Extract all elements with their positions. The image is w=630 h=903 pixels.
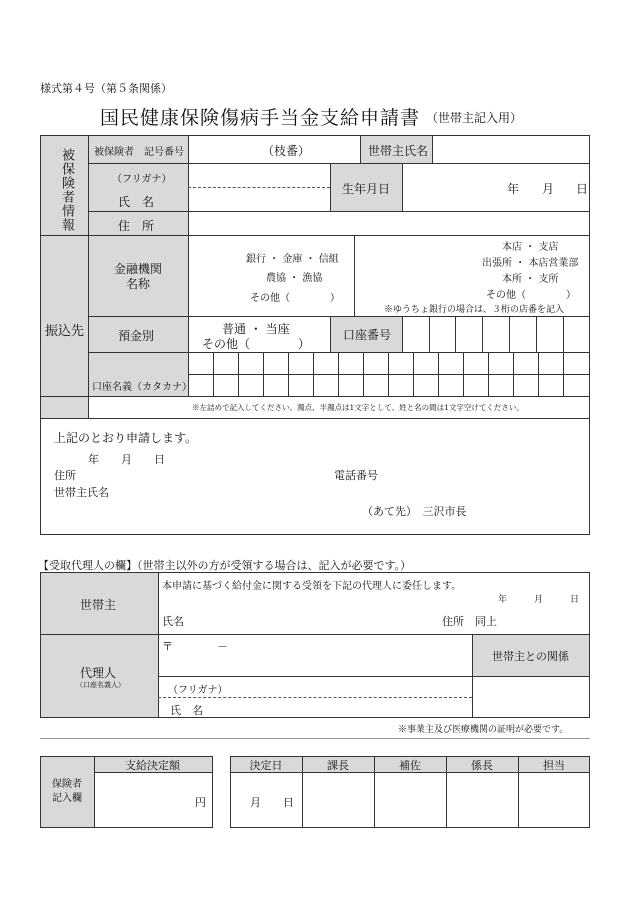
birthdate-field[interactable] <box>404 165 588 209</box>
insurer-side-label: 保険者 記入欄 <box>52 779 82 804</box>
stamp-section-chief[interactable] <box>304 774 372 826</box>
proxy-sub-label: （口座名義人） <box>76 681 125 689</box>
proxy-label: 代理人 <box>80 666 117 680</box>
amount-field[interactable] <box>96 774 192 826</box>
transfer-side-label: 振込先 <box>45 324 85 339</box>
stamp-assistant[interactable] <box>376 774 444 826</box>
proxy-head-address-label: 住所 同上 <box>442 615 497 628</box>
birth-year-label: 年 <box>507 182 520 196</box>
yucho-note: ※ゆうちょ銀行の場合は、３桁の店番を記入 <box>384 305 565 315</box>
bank-type-options-2[interactable]: 農協 ・ 漁協 <box>266 273 323 284</box>
bank-type-options-1[interactable]: 銀行 ・ 金庫 ・ 信組 <box>246 254 339 265</box>
applicant-household-head-label: 世帯主氏名 <box>54 486 109 499</box>
insured-number-label: 被保険者 記号番号 <box>94 147 184 158</box>
account-name-note: ※左詰めで記入してください。濁点、半濁点は1文字として、姓と名の間は1文字空けてください。 <box>192 403 524 412</box>
birthdate-label: 生年月日 <box>342 182 391 196</box>
proxy-section-heading: 【受取代理人の欄】（世帯主以外の方が受領する場合は、記入が必要です。） <box>38 559 412 572</box>
yen-label: 円 <box>195 796 206 809</box>
page-title: 国民健康保険傷病手当金支給申請書 <box>100 107 421 129</box>
household-head-name-field[interactable] <box>434 137 588 161</box>
household-head-name-label: 世帯主氏名 <box>368 144 429 158</box>
relation-field[interactable] <box>473 677 589 717</box>
certificate-note: ※事業主及び医療機関の証明が必要です。 <box>398 725 569 735</box>
form-number: 様式第４号（第５条関係） <box>40 82 172 95</box>
furigana-label: （フリガナ） <box>112 174 172 185</box>
branch-options-2[interactable]: 出張所 ・ 本店営業部 <box>482 258 579 269</box>
delegation-text: 本申請に基づく給付金に関する受領を下記の代理人に委任します。 <box>162 581 462 592</box>
bank-type-options-other[interactable]: その他（ ） <box>250 293 340 304</box>
column-group-chief: 係長 <box>471 759 493 772</box>
proxy-name-label: 氏 名 <box>170 704 203 717</box>
applicant-address-label: 住所 <box>54 469 76 482</box>
branch-number-label: （枝番） <box>262 144 311 158</box>
bank-name-label: 金融機関 名称 <box>113 262 162 291</box>
amount-label: 支給決定額 <box>125 759 180 772</box>
stamp-group-chief[interactable] <box>448 774 516 826</box>
stamp-staff[interactable] <box>520 774 588 826</box>
delegation-date[interactable]: 年 月 日 <box>498 595 580 605</box>
birth-day-label: 日 <box>576 182 589 196</box>
account-number-field[interactable] <box>403 317 589 351</box>
deposit-type-label: 預金別 <box>118 329 155 343</box>
proxy-head-label: 世帯主 <box>80 598 117 612</box>
account-name-kana-field[interactable] <box>189 353 589 395</box>
furigana-field[interactable] <box>190 165 328 186</box>
column-assistant: 補佐 <box>399 759 421 772</box>
application-statement: 上記のとおり申請します。 <box>54 431 198 445</box>
column-section-chief: 課長 <box>327 759 349 772</box>
address-field[interactable] <box>190 213 588 233</box>
column-staff: 担当 <box>543 759 565 772</box>
name-label: 氏 名 <box>118 195 155 209</box>
title-note: （世帯主記入用） <box>426 111 523 125</box>
account-number-label: 口座番号 <box>343 328 392 342</box>
branch-options-other[interactable]: その他（ ） <box>486 290 576 301</box>
deposit-type-options[interactable]: 普通 ・ 当座 <box>222 322 290 336</box>
decision-date-field[interactable]: 月 日 <box>250 796 294 809</box>
insured-info-side-label: 被保険者情報 <box>59 148 74 232</box>
account-name-label: 口座名義（カタカナ） <box>92 382 192 393</box>
deposit-type-other[interactable]: その他（ ） <box>202 337 311 351</box>
birth-month-label: 月 <box>542 182 555 196</box>
application-date[interactable]: 年 月 日 <box>88 453 165 466</box>
postal-code-field[interactable]: 〒 － <box>162 640 228 653</box>
name-field[interactable] <box>190 189 328 210</box>
branch-options-1[interactable]: 本店 ・ 支店 <box>502 242 559 253</box>
proxy-head-name-label: 氏名 <box>162 615 184 628</box>
applicant-phone-label: 電話番号 <box>334 469 378 482</box>
decision-date-label: 決定日 <box>249 759 283 772</box>
insured-number-field[interactable] <box>190 137 358 161</box>
proxy-furigana-label: （フリガナ） <box>168 685 228 696</box>
address-label: 住 所 <box>118 219 155 233</box>
divider <box>40 738 590 739</box>
branch-options-3[interactable]: 本所 ・ 支所 <box>502 274 559 285</box>
relation-label: 世帯主との関係 <box>492 650 569 663</box>
recipient: （あて先） 三沢市長 <box>362 505 467 518</box>
